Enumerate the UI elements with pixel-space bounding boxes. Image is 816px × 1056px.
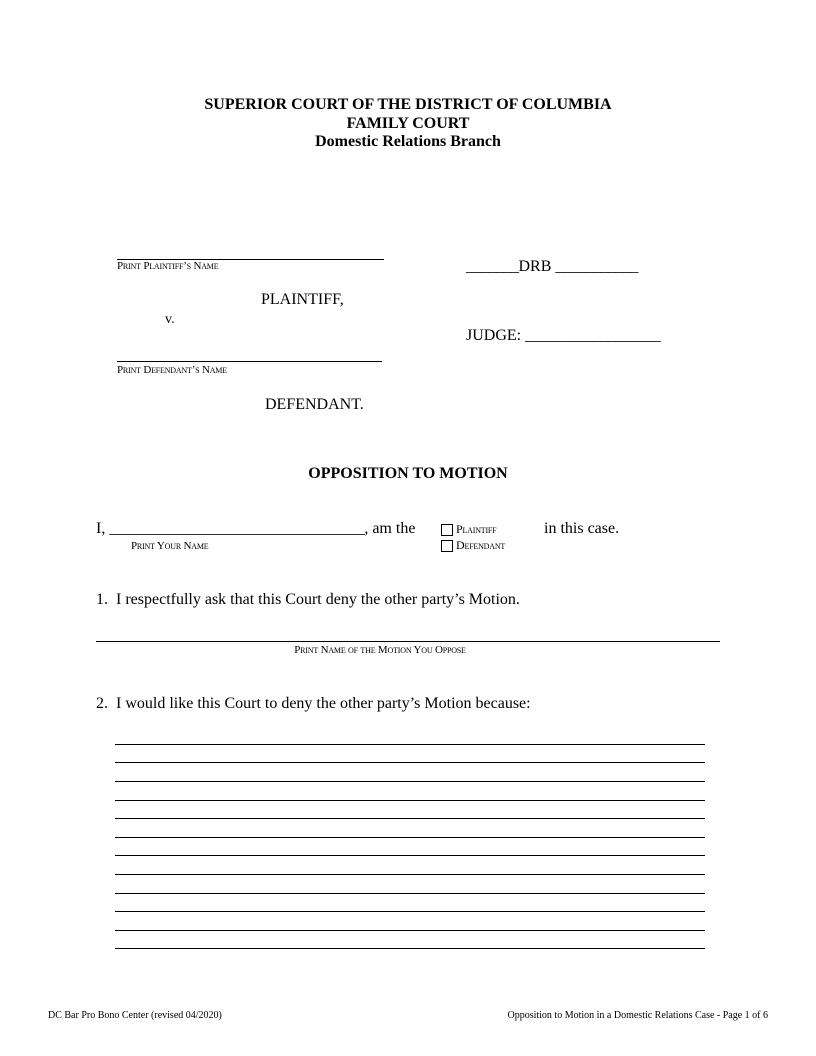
item-1-text: I respectfully ask that this Court deny the other party’s Motion. xyxy=(116,591,520,608)
defendant-option-label: Defendant xyxy=(456,538,506,552)
judge-field[interactable] xyxy=(466,327,660,345)
reason-line[interactable] xyxy=(115,930,705,931)
judge-label: JUDGE: xyxy=(466,327,522,344)
plaintiff-role: PLAINTIFF, xyxy=(261,291,344,308)
motion-name-field[interactable] xyxy=(96,641,720,642)
defendant-checkbox[interactable] xyxy=(441,540,453,552)
judge-blank: __________________ xyxy=(525,327,661,344)
party-statement xyxy=(96,520,415,538)
reason-line[interactable] xyxy=(115,744,705,745)
footer-page-info: Opposition to Motion in a Domestic Relations Case - Page 1 of 6 xyxy=(507,1010,768,1021)
reason-line[interactable] xyxy=(115,800,705,801)
versus: v. xyxy=(165,312,175,327)
case-number-field[interactable] xyxy=(466,258,638,276)
your-name-label: Print Your Name xyxy=(131,540,209,552)
your-name-field[interactable]: __________________________________ xyxy=(109,520,365,537)
court-branch: Domestic Relations Branch xyxy=(315,133,501,150)
plaintiff-checkbox[interactable] xyxy=(441,524,453,536)
court-division: FAMILY COURT xyxy=(346,115,470,132)
motion-name-label: Print Name of the Motion You Oppose xyxy=(294,644,466,656)
reason-line[interactable] xyxy=(115,855,705,856)
footer-revision: DC Bar Pro Bono Center (revised 04/2020) xyxy=(48,1010,222,1021)
item-2-text: I would like this Court to deny the other party’s Motion because: xyxy=(116,695,531,712)
reason-line[interactable] xyxy=(115,948,705,949)
case-number-suffix-blank: ___________ xyxy=(555,258,638,275)
reason-line[interactable] xyxy=(115,893,705,894)
reason-line[interactable] xyxy=(115,837,705,838)
plaintiff-option-label: Plaintiff xyxy=(456,522,497,536)
reason-line[interactable] xyxy=(115,874,705,875)
item-1-number: 1. xyxy=(96,591,108,608)
item-2-number: 2. xyxy=(96,695,108,712)
party-statement-suffix: in this case. xyxy=(544,520,620,537)
reason-line[interactable] xyxy=(115,781,705,782)
reason-line[interactable] xyxy=(115,911,705,912)
defendant-name-field[interactable] xyxy=(117,361,382,362)
reason-line[interactable] xyxy=(115,818,705,819)
party-statement-prefix: I, xyxy=(96,520,106,537)
case-number-prefix-blank: _______ xyxy=(466,258,519,275)
defendant-name-label: Print Defendant’s Name xyxy=(117,364,227,376)
defendant-role: DEFENDANT. xyxy=(265,396,364,413)
plaintiff-name-label: Print Plaintiff’s Name xyxy=(117,260,219,272)
case-number-type: DRB xyxy=(518,258,552,275)
court-name: SUPERIOR COURT OF THE DISTRICT OF COLUMBIA xyxy=(204,96,612,113)
party-statement-connector: , am the xyxy=(364,520,416,537)
reason-line[interactable] xyxy=(115,762,705,763)
document-title: OPPOSITION TO MOTION xyxy=(308,465,508,482)
